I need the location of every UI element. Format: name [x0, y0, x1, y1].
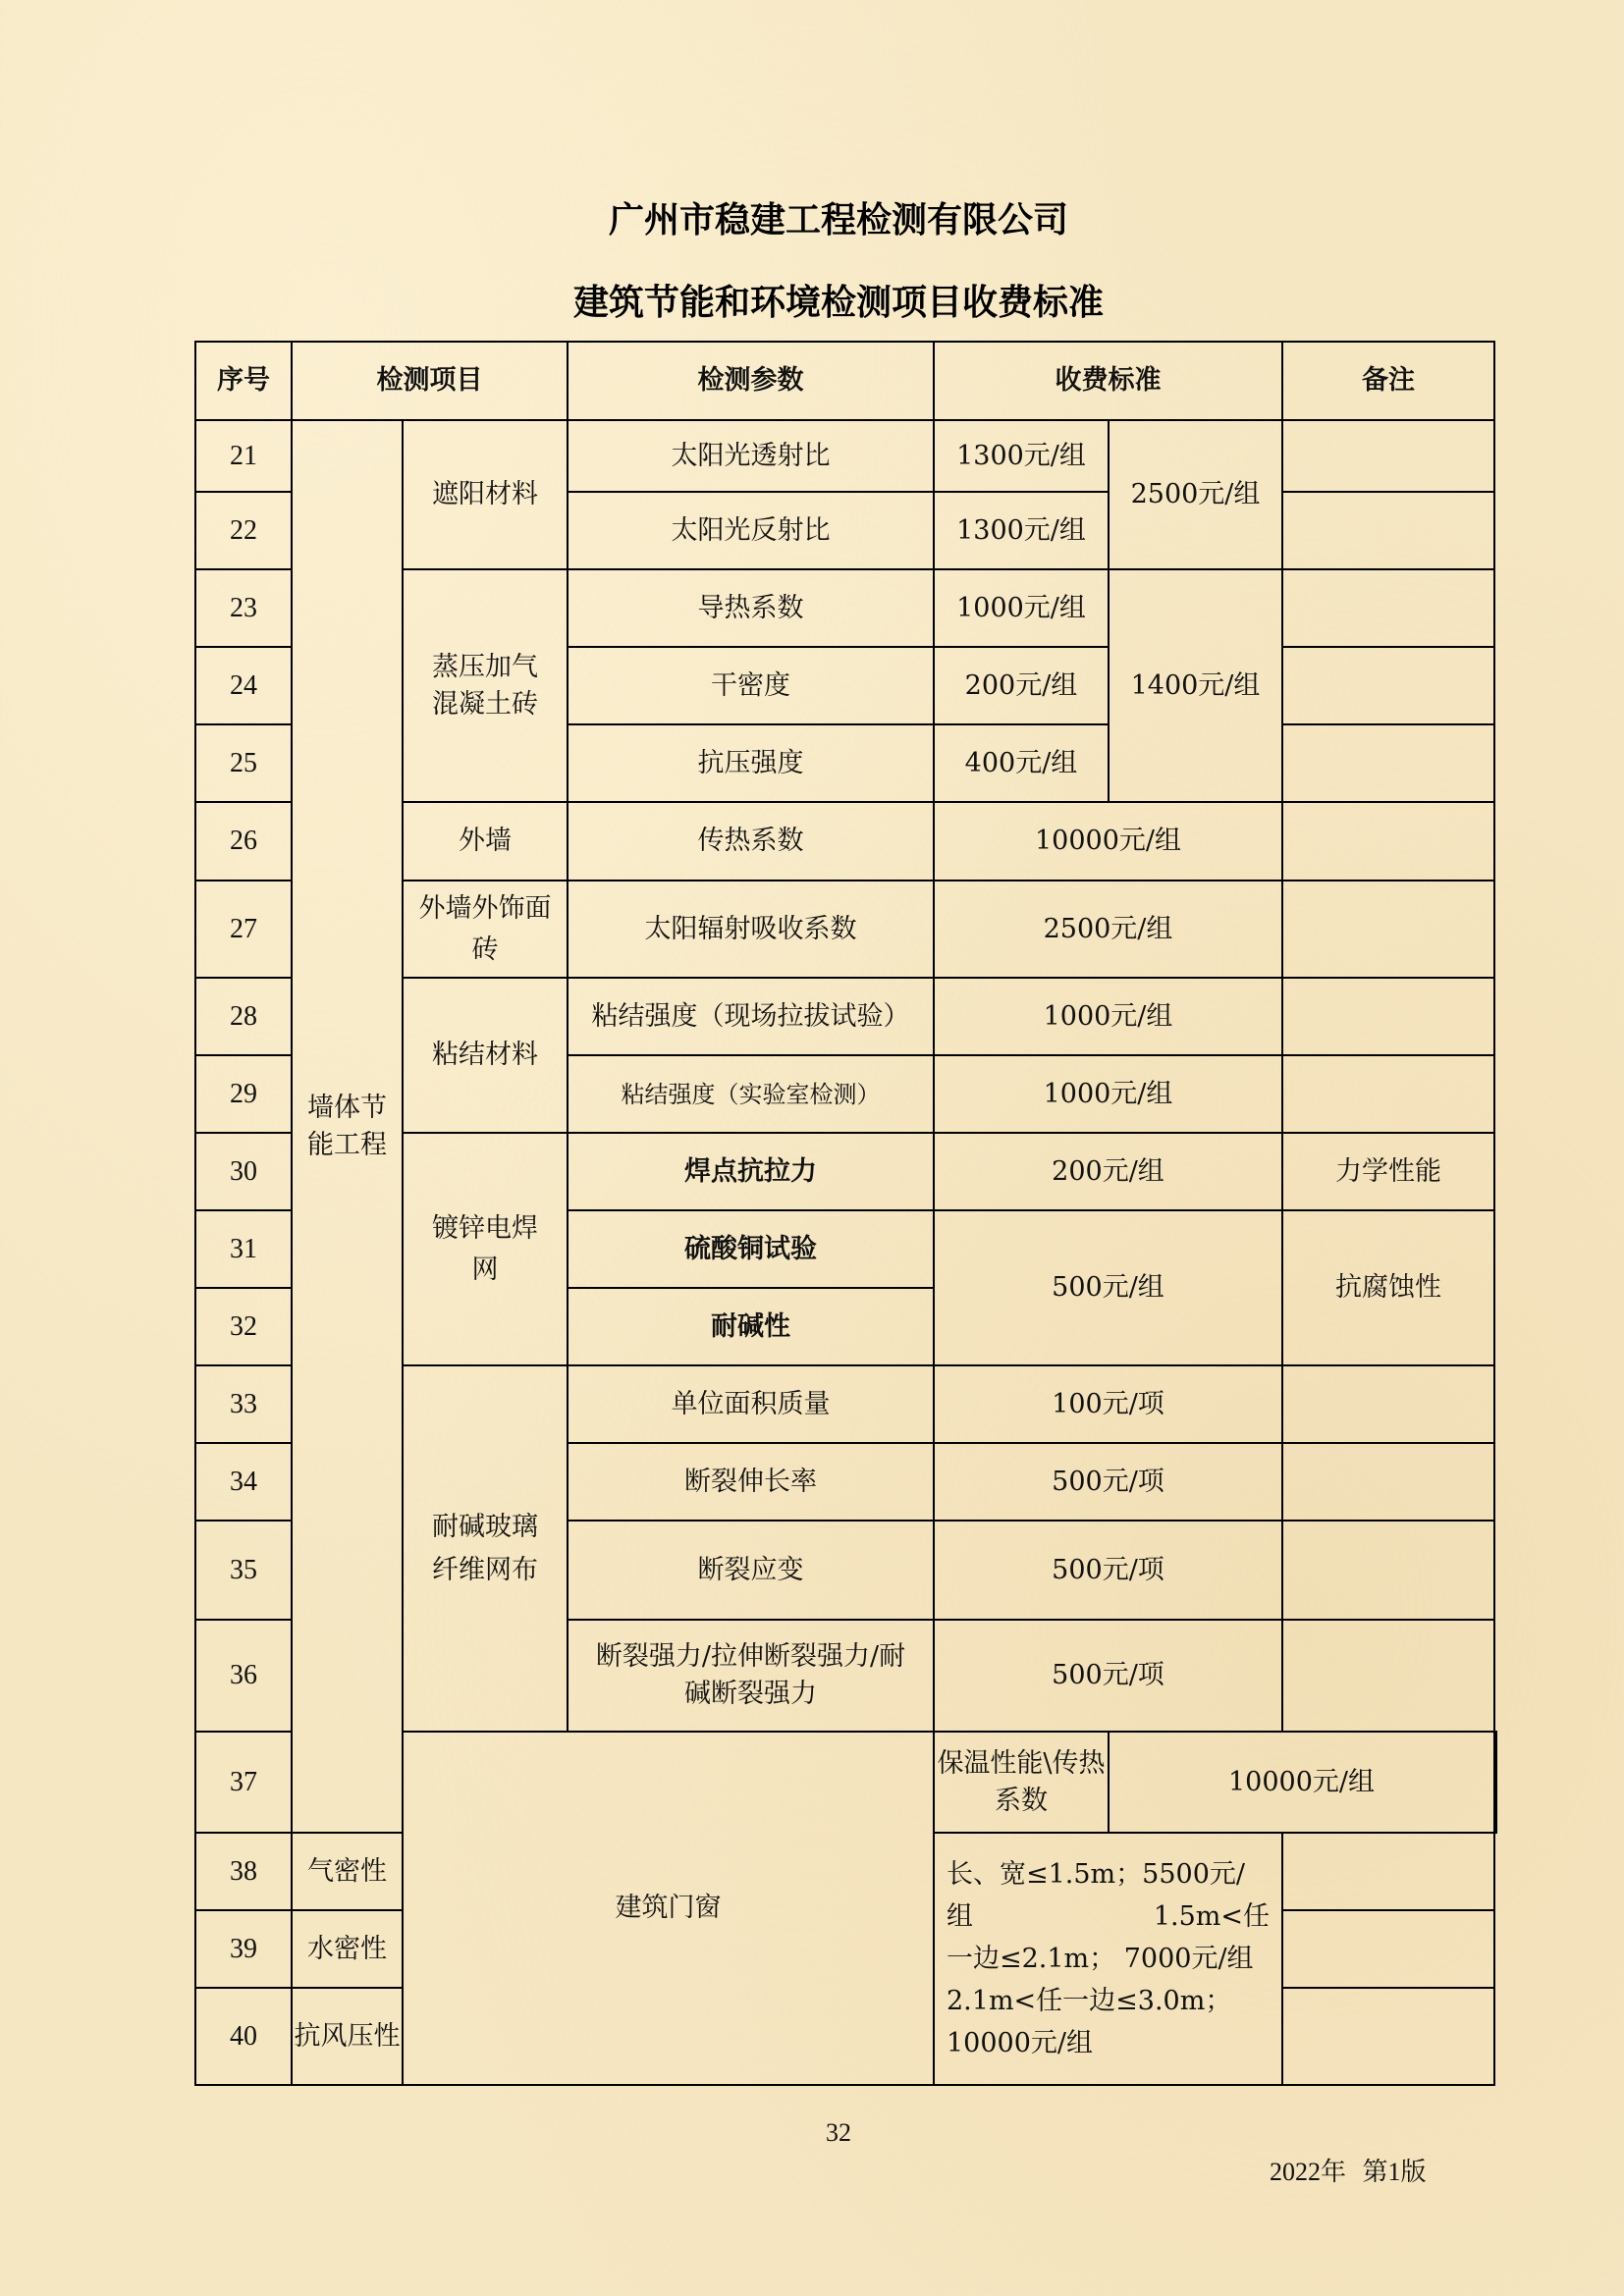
row-remark — [1282, 1910, 1494, 1988]
row-param: 断裂应变 — [568, 1521, 934, 1620]
edition-label: 2022年 第1版 — [1270, 2158, 1427, 2186]
shading-total-fee: 2500元/组 — [1109, 420, 1282, 569]
header-item: 检测项目 — [292, 342, 568, 420]
row-seq: 39 — [195, 1910, 292, 1988]
window-fee-text: 1.5m<任 — [1153, 1901, 1270, 1932]
row-fee: 10000元/组 — [1109, 1732, 1494, 1833]
row-seq: 34 — [195, 1443, 292, 1521]
row-remark — [1282, 978, 1494, 1055]
row-param: 断裂伸长率 — [568, 1443, 934, 1521]
row-seq: 31 — [195, 1210, 292, 1288]
row-param: 断裂强力/拉伸断裂强力/耐碱断裂强力 — [568, 1620, 934, 1732]
row-param: 太阳辐射吸收系数 — [568, 881, 934, 978]
row-param: 传热系数 — [568, 802, 934, 881]
row-remark — [1282, 1620, 1494, 1732]
mesh-merged-remark: 抗腐蚀性 — [1282, 1210, 1494, 1365]
row-seq: 32 — [195, 1288, 292, 1365]
page-number: 32 — [826, 2118, 851, 2147]
row-fee: 1000元/组 — [934, 569, 1109, 647]
row-seq: 38 — [195, 1833, 292, 1910]
row-seq: 24 — [195, 647, 292, 724]
subgroup-facade-tile: 外墙外饰面砖 — [403, 881, 568, 978]
row-param: 单位面积质量 — [568, 1365, 934, 1443]
row-remark — [1282, 492, 1494, 569]
row-seq: 30 — [195, 1133, 292, 1210]
row-fee: 10000元/组 — [934, 802, 1282, 881]
group-wall-energy: 墙体节能工程 — [292, 420, 403, 1833]
window-fee-block — [934, 1833, 1282, 2085]
row-fee: 2500元/组 — [934, 881, 1282, 978]
row-seq: 33 — [195, 1365, 292, 1443]
row-seq: 27 — [195, 881, 292, 978]
subgroup-shading: 遮阳材料 — [403, 420, 568, 569]
row-fee: 1000元/组 — [934, 978, 1282, 1055]
row-fee: 200元/组 — [934, 1133, 1282, 1210]
row-seq: 26 — [195, 802, 292, 881]
row-remark — [1282, 802, 1494, 881]
row-param: 耐碱性 — [568, 1288, 934, 1365]
row-seq: 28 — [195, 978, 292, 1055]
header-seq: 序号 — [195, 342, 292, 420]
row-fee: 500元/项 — [934, 1521, 1282, 1620]
window-fee-line: 长、宽≤1.5m；5500元/ — [947, 1859, 1245, 1890]
row-seq: 37 — [195, 1732, 292, 1833]
group-building-windows: 建筑门窗 — [403, 1732, 934, 2085]
row-param: 干密度 — [568, 647, 934, 724]
row-param: 气密性 — [292, 1833, 403, 1910]
window-fee-line: 2.1m<任一边≤3.0m； — [947, 1986, 1232, 2016]
row-fee: 100元/项 — [934, 1365, 1282, 1443]
row-seq: 36 — [195, 1620, 292, 1732]
row-seq: 40 — [195, 1988, 292, 2085]
subgroup-aac-brick: 蒸压加气混凝土砖 — [403, 569, 568, 802]
table-row — [195, 420, 1496, 492]
row-remark: 力学性能 — [1282, 1133, 1494, 1210]
row-param: 水密性 — [292, 1910, 403, 1988]
window-fee-text: 组 — [947, 1901, 973, 1932]
row-remark — [1282, 1055, 1494, 1133]
row-seq: 22 — [195, 492, 292, 569]
row-fee: 500元/项 — [934, 1620, 1282, 1732]
row-fee: 400元/组 — [934, 724, 1109, 802]
row-remark — [1282, 1988, 1494, 2085]
row-seq: 21 — [195, 420, 292, 492]
mesh-merged-fee: 500元/组 — [934, 1210, 1282, 1365]
row-fee: 1300元/组 — [934, 420, 1109, 492]
row-fee: 500元/项 — [934, 1443, 1282, 1521]
subgroup-exterior-wall: 外墙 — [403, 802, 568, 881]
fee-table — [194, 341, 1497, 2086]
row-param: 太阳光反射比 — [568, 492, 934, 569]
subgroup-welded-mesh: 镀锌电焊网 — [403, 1133, 568, 1365]
row-param: 焊点抗拉力 — [568, 1133, 934, 1210]
subgroup-adhesive: 粘结材料 — [403, 978, 568, 1133]
row-param: 粘结强度（实验室检测） — [568, 1055, 934, 1133]
row-remark — [1282, 1521, 1494, 1620]
document-title: 建筑节能和环境检测项目收费标准 — [572, 283, 1104, 323]
row-seq: 25 — [195, 724, 292, 802]
row-fee: 200元/组 — [934, 647, 1109, 724]
row-param: 导热系数 — [568, 569, 934, 647]
row-param: 抗压强度 — [568, 724, 934, 802]
row-remark — [1282, 647, 1494, 724]
row-param: 太阳光透射比 — [568, 420, 934, 492]
row-remark — [1494, 1732, 1496, 1833]
row-param: 硫酸铜试验 — [568, 1210, 934, 1288]
row-remark — [1282, 420, 1494, 492]
header-remark: 备注 — [1282, 342, 1494, 420]
row-param: 抗风压性 — [292, 1988, 403, 2085]
aac-total-fee: 1400元/组 — [1109, 569, 1282, 802]
row-remark — [1282, 881, 1494, 978]
window-fee-line: 10000元/组 — [947, 2028, 1093, 2058]
company-name: 广州市稳建工程检测有限公司 — [608, 200, 1068, 240]
header-fee: 收费标准 — [934, 342, 1282, 420]
row-fee: 1000元/组 — [934, 1055, 1282, 1133]
header-param: 检测参数 — [568, 342, 934, 420]
row-param: 保温性能\传热系数 — [934, 1732, 1109, 1833]
table-header-row — [195, 342, 1496, 420]
row-seq: 35 — [195, 1521, 292, 1620]
row-remark — [1282, 569, 1494, 647]
subgroup-fiberglass-mesh: 耐碱玻璃纤维网布 — [403, 1365, 568, 1732]
row-remark — [1282, 1365, 1494, 1443]
row-fee: 1300元/组 — [934, 492, 1109, 569]
row-seq: 29 — [195, 1055, 292, 1133]
row-param: 粘结强度（现场拉拔试验） — [568, 978, 934, 1055]
window-fee-line — [947, 1896, 1270, 1938]
row-seq: 23 — [195, 569, 292, 647]
row-remark — [1282, 1833, 1494, 1910]
row-remark — [1282, 724, 1494, 802]
window-fee-line: 一边≤2.1m； 7000元/组 — [947, 1944, 1254, 1974]
row-remark — [1282, 1443, 1494, 1521]
